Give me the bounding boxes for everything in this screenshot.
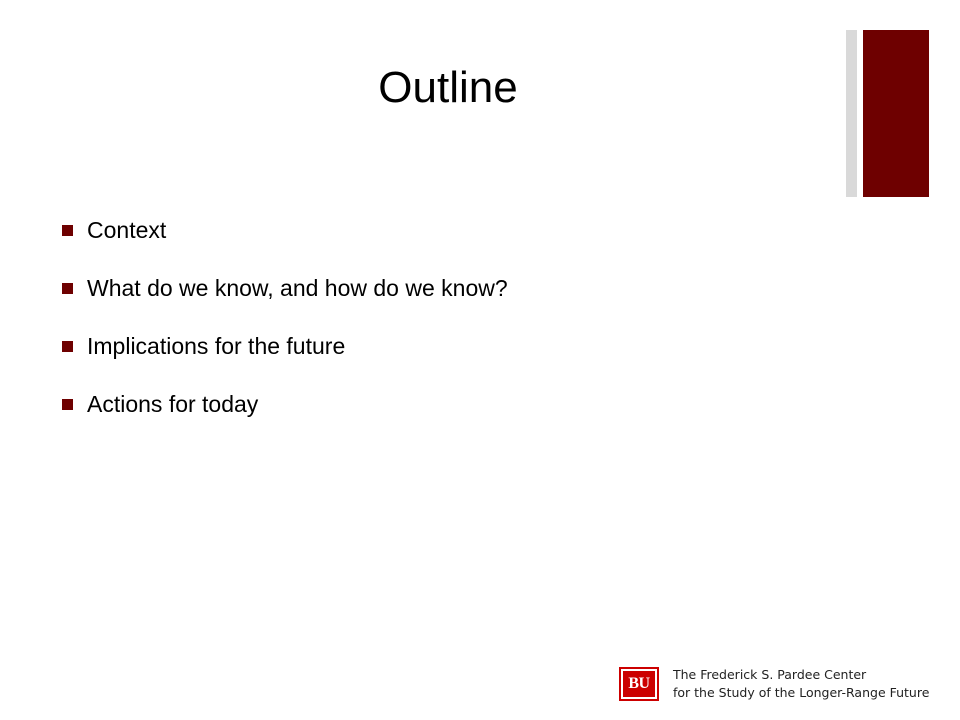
bullet-item [62, 212, 508, 248]
bullet-text: Context [87, 216, 167, 243]
square-bullet-icon [62, 283, 73, 294]
slide-title: Outline [378, 63, 518, 112]
bullet-item [62, 386, 508, 422]
bullet-text: Actions for today [87, 390, 259, 417]
bullet-text: What do we know, and how do we know? [87, 274, 508, 301]
square-bullet-icon [62, 225, 73, 236]
square-bullet-icon [62, 341, 73, 352]
bullet-text: Implications for the future [87, 332, 346, 359]
logo-line-2: for the Study of the Longer-Range Future [673, 685, 930, 700]
bullet-item [62, 270, 508, 306]
logo-text [673, 666, 929, 702]
square-bullet-icon [62, 399, 73, 410]
bullet-item [62, 328, 508, 364]
pardee-center-logo [619, 666, 929, 702]
bu-logo-icon [619, 667, 659, 701]
bullet-list [62, 212, 508, 444]
logo-line-1: The Frederick S. Pardee Center [673, 667, 867, 682]
bu-logo-mark: BU [623, 671, 655, 697]
